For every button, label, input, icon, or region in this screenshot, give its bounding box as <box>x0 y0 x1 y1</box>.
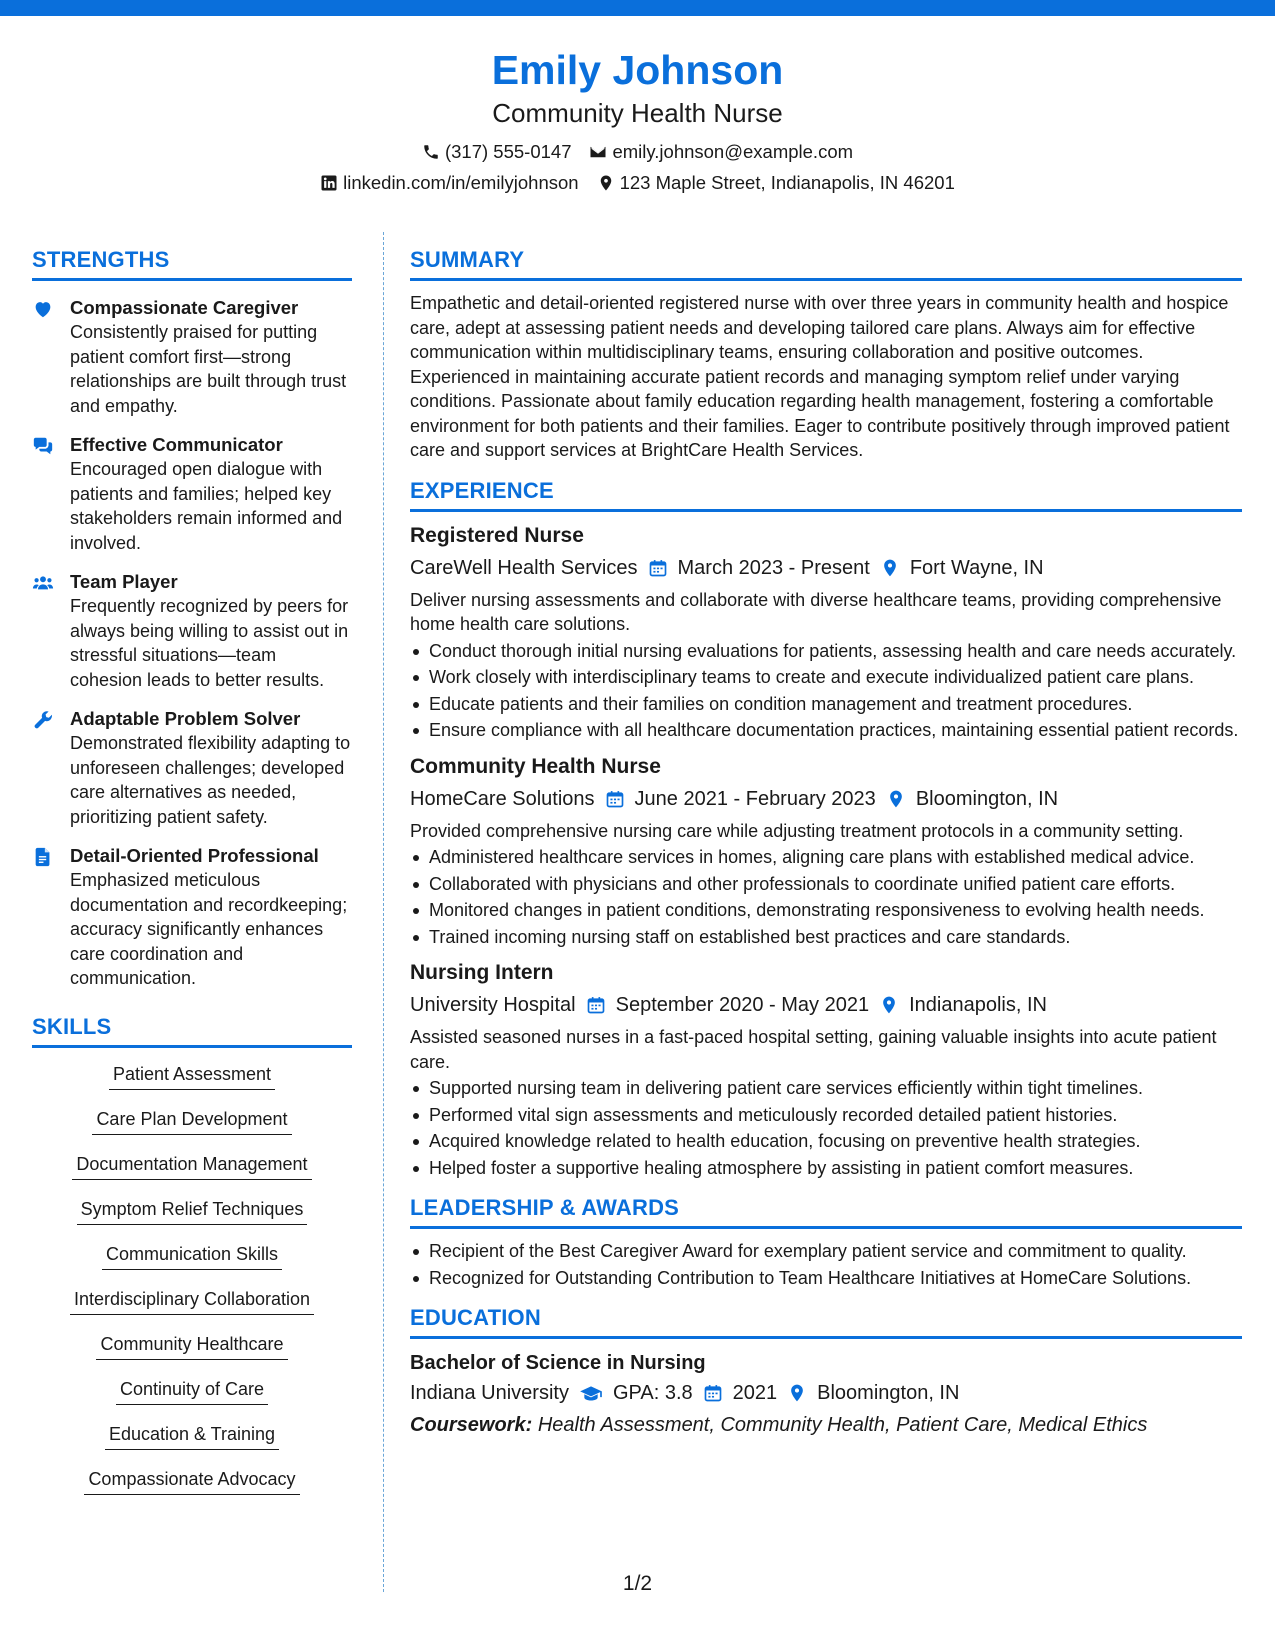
skill-tag: Continuity of Care <box>116 1377 268 1405</box>
phone-icon <box>422 143 440 161</box>
envelope-icon <box>589 143 607 161</box>
job-dates: March 2023 - Present <box>677 556 870 579</box>
map-pin-icon <box>886 789 906 809</box>
job-bullet: Performed vital sign assessments and meticulously recorded detailed patient histories. <box>410 1103 1242 1128</box>
gpa-text: GPA: 3.8 <box>612 1382 693 1404</box>
skill-tag: Symptom Relief Techniques <box>77 1197 308 1225</box>
job-company: University Hospital <box>410 994 576 1016</box>
job-description: Assisted seasoned nurses in a fast-paced hospital setting, gaining valuable insights into acute patient care. <box>410 1027 1217 1072</box>
skill-tag: Communication Skills <box>102 1242 282 1270</box>
education-meta <box>410 1379 1242 1407</box>
job-entry <box>410 753 1242 950</box>
strengths-heading: STRENGTHS <box>32 246 352 281</box>
job-bullets <box>410 1076 1242 1180</box>
graduation-year: 2021 <box>732 1382 778 1404</box>
job-description: Deliver nursing assessments and collaborate with diverse healthcare teams, providing comprehensive home health care solutions. <box>410 589 1222 634</box>
strength-desc: Demonstrated flexibility adapting to unforeseen challenges; developed care alternatives as needed, prioritizing patient safety. <box>70 733 351 827</box>
calendar-icon <box>703 1383 723 1403</box>
strength-item <box>32 707 352 829</box>
right-column <box>410 246 1242 1439</box>
calendar-icon <box>648 558 668 578</box>
job-title: Community Health Nurse <box>410 754 661 778</box>
strength-item <box>32 433 352 555</box>
resume-header <box>0 44 1275 195</box>
skill-tag: Documentation Management <box>72 1152 311 1180</box>
job-dates: September 2020 - May 2021 <box>615 994 870 1016</box>
strength-title: Effective Communicator <box>70 434 283 455</box>
job-dates: June 2021 - February 2023 <box>634 787 876 810</box>
graduation-cap-icon <box>579 1383 603 1403</box>
job-meta <box>410 991 1242 1019</box>
school-name: Indiana University <box>410 1382 569 1404</box>
job-bullet: Conduct thorough initial nursing evaluations for patients, assessing health and care needs accurately. <box>410 639 1242 664</box>
map-pin-icon <box>787 1383 807 1403</box>
education-heading: EDUCATION <box>410 1304 1242 1339</box>
linkedin-text[interactable]: linkedin.com/in/emilyjohnson <box>343 172 579 193</box>
contact-row-2 <box>0 171 1275 195</box>
skill-tag: Patient Assessment <box>109 1062 275 1090</box>
skills-list <box>32 1062 352 1512</box>
job-entry <box>410 522 1242 743</box>
job-bullet: Work closely with interdisciplinary teams to create and execute individualized patient care plans. <box>410 665 1242 690</box>
contact-linkedin[interactable] <box>320 171 578 195</box>
candidate-title: Community Health Nurse <box>492 98 783 128</box>
strength-title: Compassionate Caregiver <box>70 297 299 318</box>
education-location: Bloomington, IN <box>817 1382 960 1404</box>
job-meta <box>410 554 1242 582</box>
job-location: Indianapolis, IN <box>909 994 1047 1016</box>
job-bullet: Acquired knowledge related to health education, focusing on preventive health strategies. <box>410 1129 1242 1154</box>
award-item: Recipient of the Best Caregiver Award for exemplary patient service and commitment to quality. <box>410 1239 1242 1264</box>
comments-icon <box>32 435 54 457</box>
job-bullets <box>410 639 1242 743</box>
strength-item <box>32 570 352 692</box>
strength-desc: Frequently recognized by peers for always being willing to assist out in stressful situations—team cohesion leads to better results. <box>70 596 349 690</box>
job-company: HomeCare Solutions <box>410 787 595 810</box>
job-title: Registered Nurse <box>410 523 584 547</box>
contact-email[interactable] <box>589 140 853 164</box>
strength-desc: Emphasized meticulous documentation and recordkeeping; accuracy significantly enhances care coordination and communication. <box>70 870 348 988</box>
calendar-icon <box>586 995 606 1015</box>
strength-desc: Encouraged open dialogue with patients and families; helped key stakeholders remain informed and involved. <box>70 459 343 553</box>
page-number: 1/2 <box>622 1572 653 1595</box>
awards-heading: LEADERSHIP & AWARDS <box>410 1194 1242 1229</box>
job-bullet: Educate patients and their families on condition management and treatment procedures. <box>410 692 1242 717</box>
job-bullet: Trained incoming nursing staff on established best practices and care standards. <box>410 925 1242 950</box>
job-description: Provided comprehensive nursing care while adjusting treatment protocols in a community setting. <box>410 820 1184 841</box>
column-divider <box>383 232 384 1592</box>
users-icon <box>32 572 54 594</box>
strength-title: Team Player <box>70 571 178 592</box>
heart-icon <box>32 298 54 320</box>
job-bullet: Administered healthcare services in homes, aligning care plans with established medical advice. <box>410 845 1242 870</box>
degree-title: Bachelor of Science in Nursing <box>410 1352 706 1374</box>
contact-row-1 <box>0 140 1275 164</box>
job-bullets <box>410 845 1242 949</box>
award-item: Recognized for Outstanding Contribution to Team Healthcare Initiatives at HomeCare Solutions. <box>410 1266 1242 1291</box>
coursework-text: Health Assessment, Community Health, Patient Care, Medical Ethics <box>537 1414 1148 1436</box>
job-bullet: Supported nursing team in delivering patient care services efficiently within tight timelines. <box>410 1076 1242 1101</box>
map-pin-icon <box>879 995 899 1015</box>
strength-title: Adaptable Problem Solver <box>70 708 301 729</box>
coursework <box>410 1411 1242 1439</box>
linkedin-icon <box>320 174 338 192</box>
skill-tag: Community Healthcare <box>96 1332 287 1360</box>
phone-text: (317) 555-0147 <box>444 141 572 162</box>
strength-item <box>32 296 352 418</box>
job-location: Bloomington, IN <box>915 787 1059 810</box>
map-pin-icon <box>597 174 615 192</box>
skill-tag: Education & Training <box>105 1422 279 1450</box>
job-bullet: Collaborated with physicians and other professionals to coordinate unified patient care efforts. <box>410 872 1242 897</box>
job-location: Fort Wayne, IN <box>909 556 1044 579</box>
contact-phone <box>422 140 572 164</box>
left-column <box>32 246 352 1512</box>
email-text[interactable]: emily.johnson@example.com <box>612 141 854 162</box>
coursework-label: Coursework: <box>410 1414 533 1436</box>
job-title: Nursing Intern <box>410 961 554 984</box>
strength-desc: Consistently praised for putting patient comfort first—strong relationships are built through trust and empathy. <box>70 322 347 416</box>
job-bullet: Helped foster a supportive healing atmosphere by assisting in patient comfort measures. <box>410 1156 1242 1181</box>
strength-item <box>32 844 352 991</box>
experience-heading: EXPERIENCE <box>410 477 1242 512</box>
contact-address <box>597 171 955 195</box>
summary-heading: SUMMARY <box>410 246 1242 281</box>
document-icon <box>32 846 54 868</box>
address-text: 123 Maple Street, Indianapolis, IN 46201 <box>619 172 955 193</box>
job-entry <box>410 959 1242 1180</box>
skills-heading: SKILLS <box>32 1013 352 1048</box>
job-bullet: Monitored changes in patient conditions, demonstrating responsiveness to evolving health needs. <box>410 898 1242 923</box>
skill-tag: Compassionate Advocacy <box>84 1467 299 1495</box>
top-accent-bar <box>0 0 1275 16</box>
job-meta <box>410 785 1242 813</box>
wrench-icon <box>32 709 54 731</box>
summary-text: Empathetic and detail-oriented registered nurse with over three years in community health and hospice care, adept at assessing patient needs and developing tailored care plans. Always aim for effective communication within multidisciplinary teams, ensuring collaboration and positive outcomes. Experienced in maintaining accurate patient records and managing symptom relief under varying conditions. Passionate about family education regarding health management, fostering a comfortable environment for both patients and their families. Eager to contribute positively through improved patient care and support services at BrightCare Health Services. <box>410 293 1230 460</box>
candidate-name: Emily Johnson <box>491 47 784 93</box>
job-company: CareWell Health Services <box>410 556 638 579</box>
skill-tag: Care Plan Development <box>92 1107 291 1135</box>
skill-tag: Interdisciplinary Collaboration <box>70 1287 314 1315</box>
job-bullet: Ensure compliance with all healthcare documentation practices, maintaining essential patient records. <box>410 718 1242 743</box>
awards-list <box>410 1239 1242 1290</box>
calendar-icon <box>605 789 625 809</box>
strength-title: Detail-Oriented Professional <box>70 845 319 866</box>
map-pin-icon <box>880 558 900 578</box>
